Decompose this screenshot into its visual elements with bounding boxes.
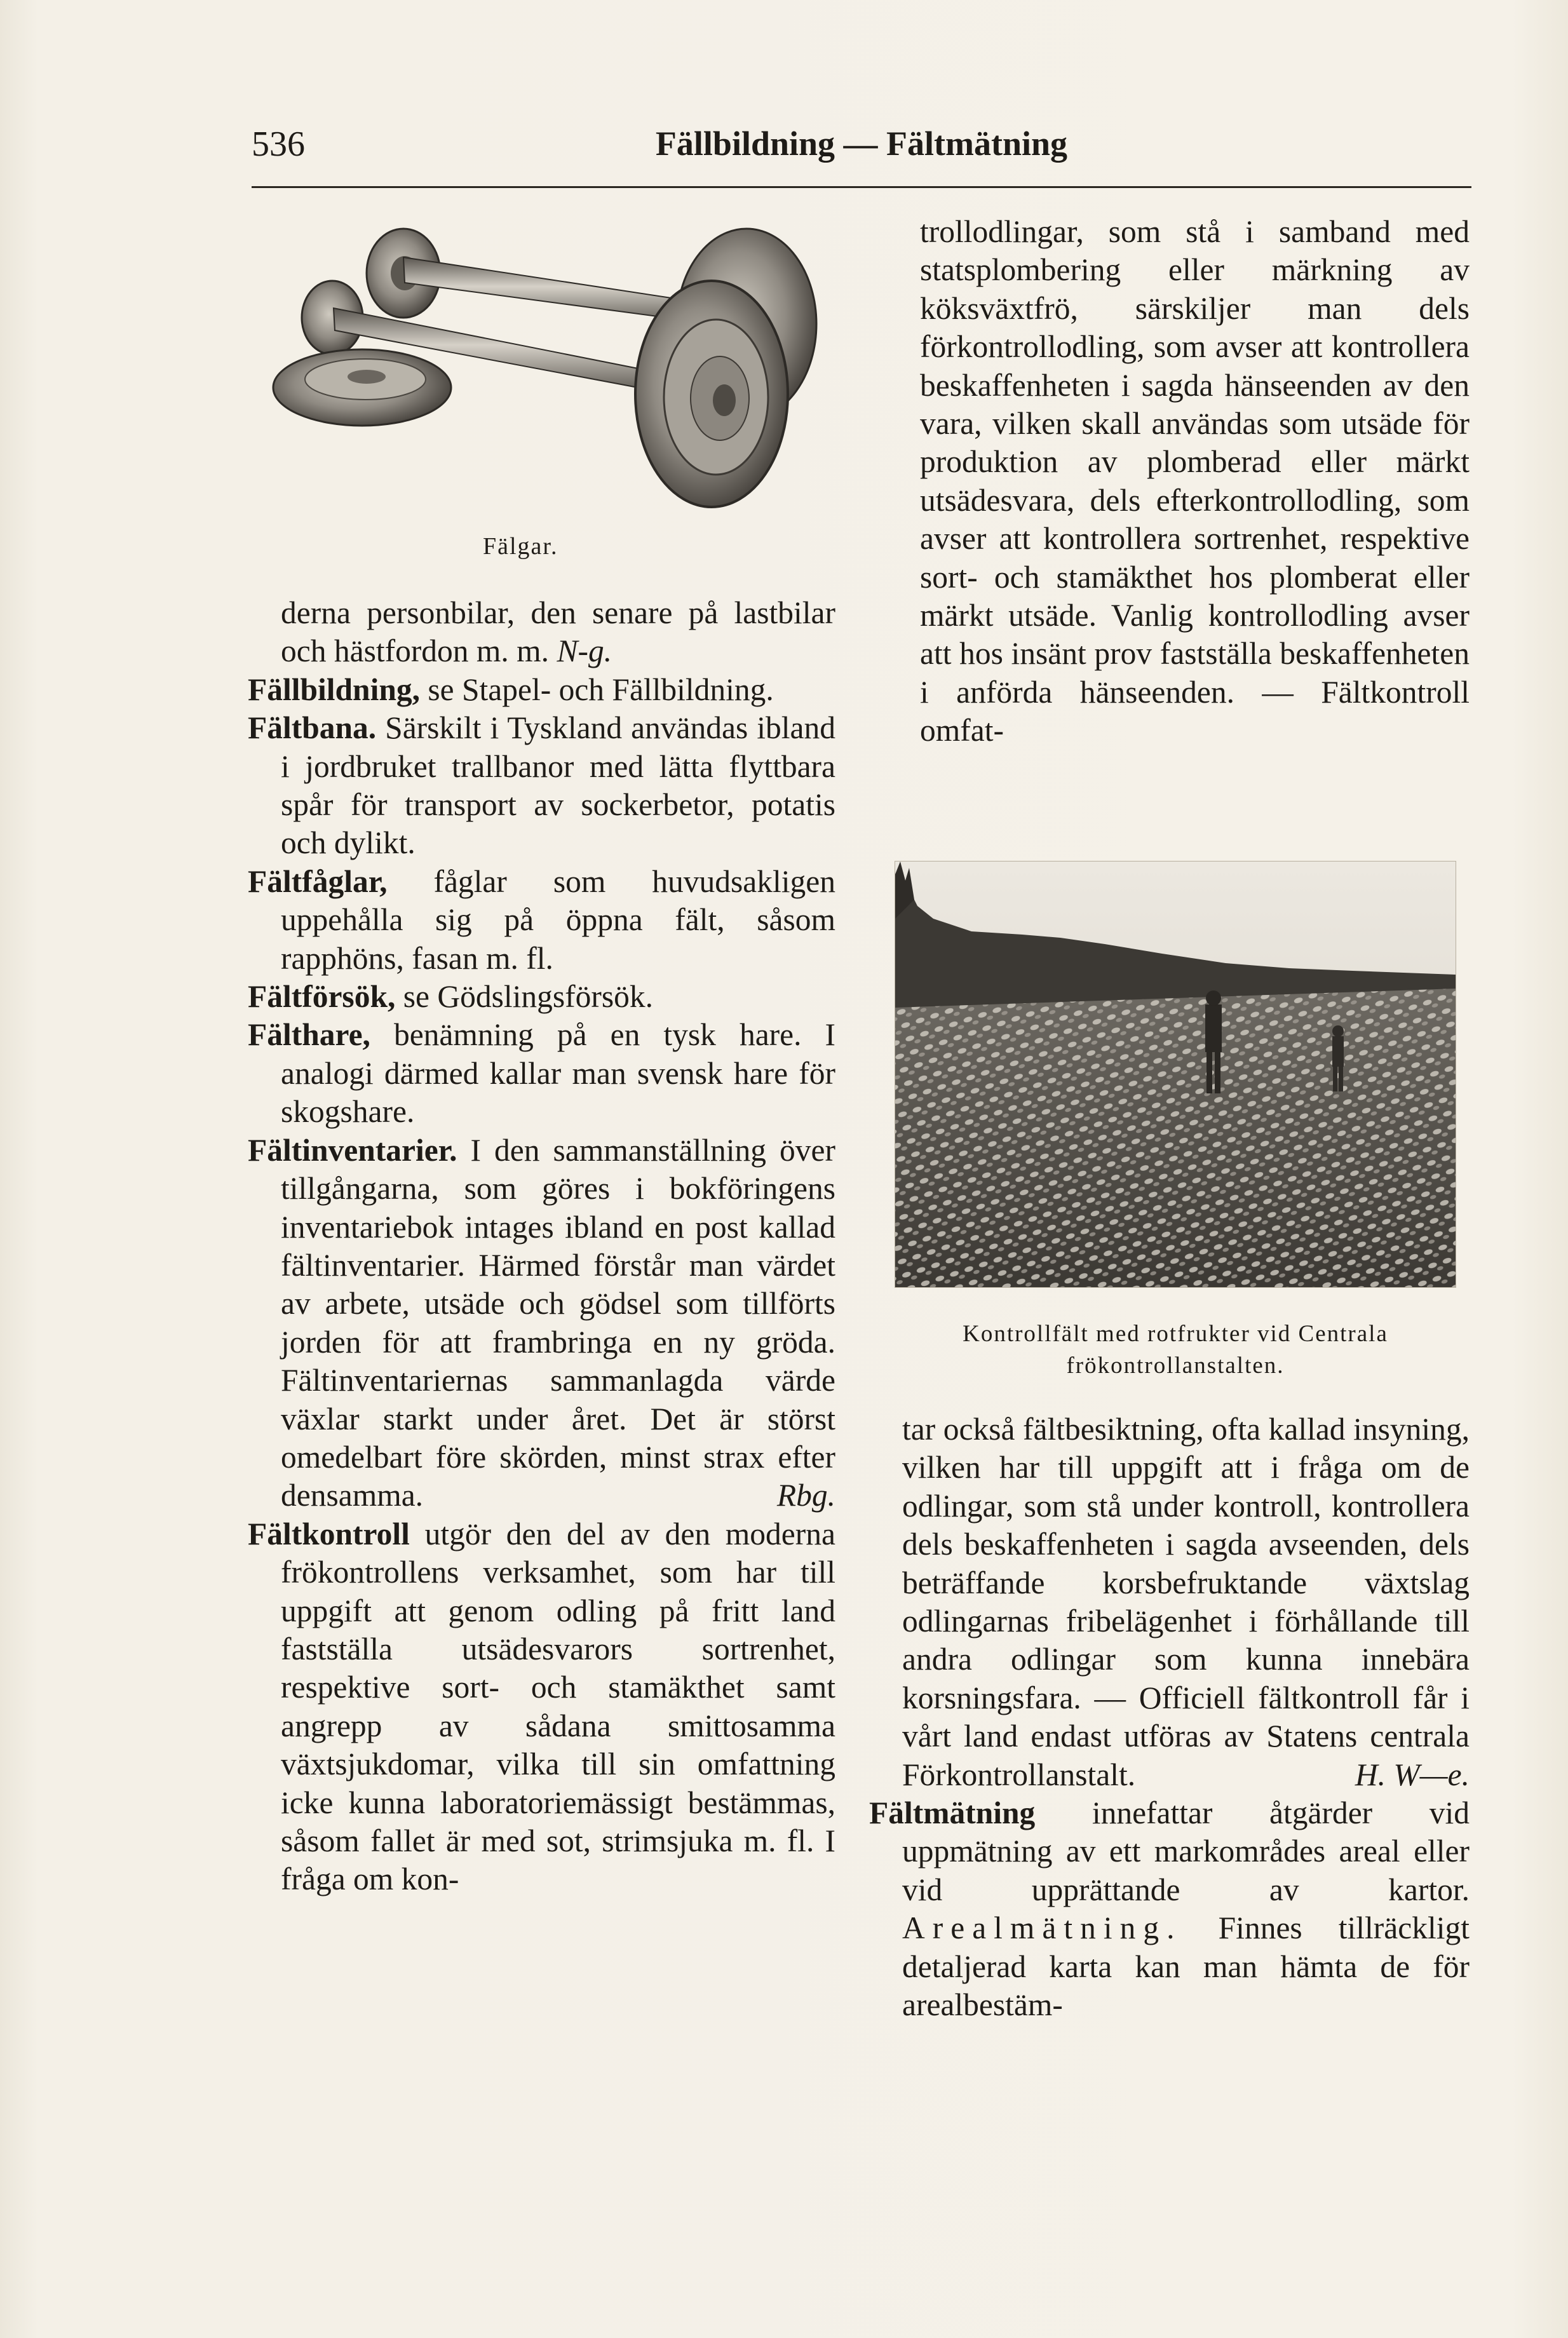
term-fallbildning: Fällbildning, bbox=[248, 672, 420, 707]
entry-faltkontroll bbox=[248, 1515, 835, 1899]
right-column-top bbox=[920, 213, 1470, 750]
right-column-bottom bbox=[869, 1410, 1470, 2025]
continued-line2: lastbilar och hästfordon m. m. bbox=[281, 595, 835, 669]
root-crop-field-photo bbox=[895, 861, 1456, 1288]
text-fallbildning: se Stapel- och Fällbildning. bbox=[420, 672, 774, 707]
signature-rbg: Rbg. bbox=[776, 1478, 835, 1513]
continued-entry bbox=[248, 594, 835, 671]
text-faltkontroll: utgör den del av den moderna frökontrollens verksamhet, som har till uppgift att genom odling på fritt land fastställa utsädesvarors sortrenhet, respektive sort- och stamäkthet samt angrepp av sådana smittosamma växtsjukdomar, vilka till sin omfattning icke kunna laboratoriemässigt bestämmas, såsom fallet är med sot, strimsjuka m. fl. I fråga om kon- bbox=[281, 1516, 835, 1897]
text-arealmatning: Arealmätning. bbox=[902, 1910, 1182, 1946]
right-top-text: trollodlingar, som stå i samband med statsplombering eller märkning av köksväxtfrö, särskiljer man dels förkontrollodling, som avser att kontrollera beskaffenheten i sagda hänseenden av den vara, vilken skall användas som utsäde för produktion av plomberad eller märkt utsädesvara, dels efterkontrollodling, som avser att kontrollera sortrenhet, respektive sort- och stamäkthet hos plomberat eller märkt utsäde. Vanlig kontrollodling avser att hos insänt prov fastställa beskaffenheten i anförda hänseenden. — Fältkontroll omfat- bbox=[920, 214, 1470, 748]
entry-faltinventarier bbox=[248, 1132, 835, 1515]
term-faltinventarier: Fältinventarier. bbox=[248, 1132, 457, 1168]
text-faltforsok: se Gödslingsförsök. bbox=[395, 979, 653, 1015]
left-column bbox=[248, 594, 835, 1899]
term-faltmatning: Fältmätning bbox=[869, 1795, 1036, 1831]
term-faltbana: Fältbana. bbox=[248, 710, 377, 746]
text-faltfaglar: fåglar som huvudsakligen uppehålla sig på öppna fält, såsom rapphöns, fasan m. fl. bbox=[281, 863, 835, 976]
entry-falthare bbox=[248, 1016, 835, 1131]
entry-faltbana bbox=[248, 709, 835, 863]
caption-field-line2: frökontrollanstalten. bbox=[1066, 1353, 1285, 1379]
header-rule bbox=[252, 186, 1471, 188]
term-faltkontroll: Fältkontroll bbox=[248, 1516, 410, 1551]
running-title: Fällbildning — Fältmätning bbox=[655, 125, 1068, 163]
right-bottom-continuation bbox=[869, 1410, 1470, 1794]
entry-faltfaglar bbox=[248, 863, 835, 978]
term-faltfaglar: Fältfåglar, bbox=[248, 863, 388, 899]
page-header bbox=[252, 124, 1471, 168]
continued-line1: derna personbilar, den senare på bbox=[281, 595, 719, 630]
figure-caption-rims: Fälgar. bbox=[483, 533, 558, 560]
rims-and-axles-image bbox=[257, 213, 835, 530]
signature-hwe: H. W—e. bbox=[1355, 1757, 1470, 1792]
text-faltbana: Särskilt i Tyskland användas ibland i jordbruket trallbanor med lätta flyttbara spår för transport av sockerbetor, potatis och dylikt. bbox=[281, 710, 835, 861]
text-faltmatning-1: innefattar åtgärder vid uppmätning av ett markområdes areal eller vid upprättande av kartor. bbox=[902, 1795, 1470, 1907]
term-falthare: Fälthare, bbox=[248, 1017, 370, 1053]
caption-field-line1: Kontrollfält med rotfrukter vid Centrala bbox=[963, 1321, 1388, 1347]
entry-signature: N-g. bbox=[557, 633, 612, 669]
figure-caption-field bbox=[886, 1318, 1464, 1382]
text-falthare: benämning på en tysk hare. I analogi därmed kallar man svensk hare för skogshare. bbox=[281, 1017, 835, 1130]
entry-faltforsok bbox=[248, 978, 835, 1016]
term-faltforsok: Fältförsök, bbox=[248, 979, 396, 1015]
entry-fallbildning bbox=[248, 671, 835, 709]
right-bottom-text: tar också fältbesiktning, ofta kallad insyning, vilken har till uppgift att i fråga om de odlingar, som stå under kontroll, kontrollera dels beskaffenheten i sagda avseenden, dels beträffande korsbefruktande växtslag odlingarnas fribelägenhet i förhållande till andra odlingar som kunna innebära korsningsfara. — Officiell fältkontroll får i vårt land endast utföras av Statens centrala Förkontrollanstalt. bbox=[902, 1412, 1470, 1792]
page-number: 536 bbox=[252, 125, 305, 164]
text-faltinventarier: I den sammanställning över tillgångarna, som göres i bokföringens inventariebok intages ibland en post kallad fältinventarier. Härmed förstår man värdet av arbete, utsäde och gödsel som tillförts jorden för att frambringa en ny gröda. Fältinventariernas sammanlagda värde växlar starkt under året. Det är störst omedelbart före skörden, minst strax efter densamma. bbox=[281, 1132, 835, 1513]
entry-faltmatning bbox=[869, 1794, 1470, 2024]
text-faltmatning-2: Finnes tillräckligt detaljerad karta kan man hämta de för arealbestäm- bbox=[902, 1910, 1470, 2023]
